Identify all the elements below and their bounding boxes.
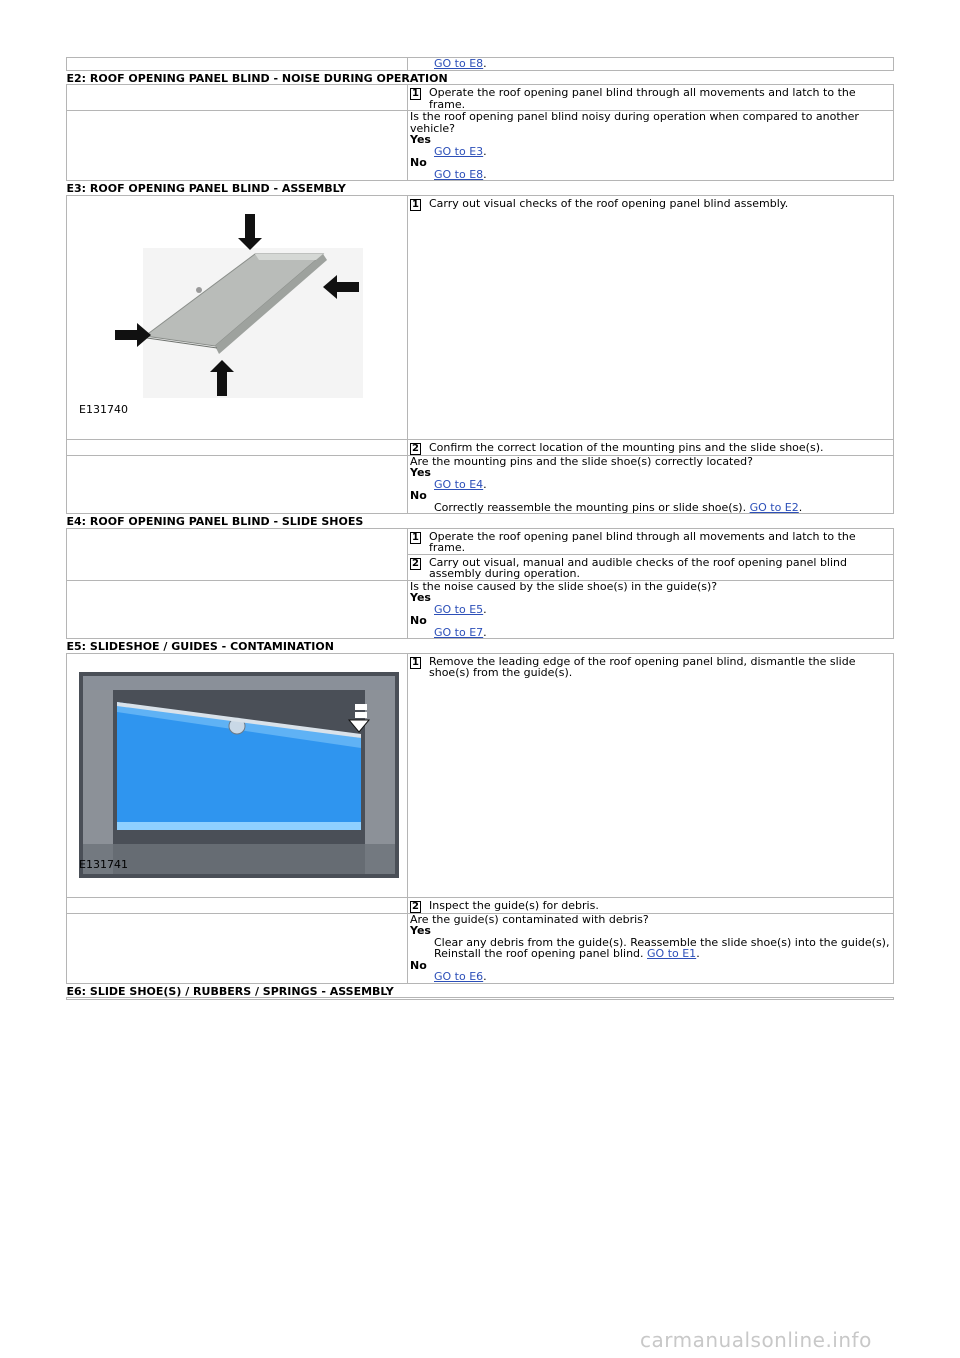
e2-step-row xyxy=(67,85,894,111)
go-to-e6-link[interactable]: GO to E6 xyxy=(434,970,484,983)
e3-step1-row xyxy=(67,195,894,439)
go-to-e5-link[interactable]: GO to E5 xyxy=(434,602,484,616)
e4-step1-row xyxy=(67,528,894,554)
e2-question: Is the roof opening panel blind noisy during operation when compared to another vehicle? xyxy=(410,110,859,135)
yes-label: Yes xyxy=(410,591,431,604)
go-to-e3-link[interactable]: GO to E3 xyxy=(434,144,484,158)
e5-question: Are the guide(s) contaminated with debris? xyxy=(410,912,649,926)
step-number-badge: 2 xyxy=(410,558,421,570)
go-to-e8-link[interactable]: GO to E8 xyxy=(434,167,484,181)
section-header-e4: E4: ROOF OPENING PANEL BLIND - SLIDE SHOES xyxy=(67,514,894,529)
go-to-e2-link[interactable]: GO to E2 xyxy=(749,500,799,514)
step-number-badge: 1 xyxy=(410,199,421,211)
go-to-e4-link[interactable]: GO to E4 xyxy=(434,477,484,491)
step-number-badge: 2 xyxy=(410,901,421,913)
e2-question-row: Is the roof opening panel blind noisy during operation when compared to another vehicle? Yes GO to E3. No GO to E8. xyxy=(67,111,894,181)
go-to-e1-link[interactable]: GO to E1 xyxy=(647,947,697,960)
e3-step2-row xyxy=(67,439,894,455)
go-to-e7-link[interactable]: GO to E7 xyxy=(434,625,484,639)
e5-step1-text: Remove the leading edge of the roof opening panel blind, dismantle the slide shoe(s) from the guide(s). xyxy=(429,654,856,679)
arrow-top-icon xyxy=(238,214,262,250)
e2-step1-text: Operate the roof opening panel blind through all movements and latch to the frame. xyxy=(429,86,856,111)
top-row: GO to E8. xyxy=(67,58,894,71)
e3-step1-text: Carry out visual checks of the roof opening panel blind assembly. xyxy=(429,196,789,210)
e5-step1-row xyxy=(67,653,894,897)
e4-question: Is the noise caused by the slide shoe(s) in the guide(s)? xyxy=(410,579,718,593)
step-number-badge: 1 xyxy=(410,657,421,669)
section-header-e3: E3: ROOF OPENING PANEL BLIND - ASSEMBLY xyxy=(67,181,894,196)
step-number-badge: 1 xyxy=(410,88,421,100)
procedure-table xyxy=(66,57,894,1000)
step-number-badge: 2 xyxy=(410,443,421,455)
yes-label: Yes xyxy=(410,133,431,146)
e5-yes-text: Clear any debris from the guide(s). Reassemble the slide shoe(s) into the guide(s), Reinstall the roof opening panel blind. xyxy=(434,935,890,960)
no-label: No xyxy=(410,156,427,169)
section-header-e5: E5: SLIDESHOE / GUIDES - CONTAMINATION xyxy=(67,639,894,654)
e3-question: Are the mounting pins and the slide shoe(s) correctly located? xyxy=(410,454,753,468)
site-watermark: carmanualsonline.info xyxy=(640,1328,872,1352)
e4-question-row: Is the noise caused by the slide shoe(s) in the guide(s)? Yes GO to E5. No GO to E7. xyxy=(67,580,894,639)
figure-label-e131740: E131740 xyxy=(79,402,128,416)
no-label: No xyxy=(410,958,427,972)
section-header-e2: E2: ROOF OPENING PANEL BLIND - NOISE DURING OPERATION xyxy=(67,70,894,85)
section-header-e6: E6: SLIDE SHOE(S) / RUBBERS / SPRINGS - ASSEMBLY xyxy=(67,983,894,998)
e4-step2-text: Carry out visual, manual and audible checks of the roof opening panel blind assembly during operation. xyxy=(429,555,847,580)
e3-no-text: Correctly reassemble the mounting pins or slide shoe(s). xyxy=(434,500,747,514)
roof-blind-illustration xyxy=(69,196,405,436)
figure-e131740 xyxy=(69,196,407,436)
figure-label-e131741: E131741 xyxy=(79,857,128,871)
go-to-e8-link-top[interactable]: GO to E8 xyxy=(434,57,484,70)
yes-label: Yes xyxy=(410,924,431,937)
figure-e131741 xyxy=(69,654,407,894)
e3-step2-text: Confirm the correct location of the mounting pins and the slide shoe(s). xyxy=(429,440,824,454)
e5-step2-row xyxy=(67,897,894,913)
yes-label: Yes xyxy=(410,466,431,479)
no-label: No xyxy=(410,489,427,502)
e5-step2-text: Inspect the guide(s) for debris. xyxy=(429,898,599,912)
step-number-badge: 1 xyxy=(410,532,421,544)
e5-question-row: Are the guide(s) contaminated with debris? Yes Clear any debris from the guide(s). Reassemble the slide shoe(s) into the guide(s), Reinstall the roof opening panel blind. GO to E1. No GO to E6. xyxy=(67,913,894,983)
e4-step1-text: Operate the roof opening panel blind through all movements and latch to the frame. xyxy=(429,529,856,554)
e3-question-row: Are the mounting pins and the slide shoe(s) correctly located? Yes GO to E4. No Correctly reassemble the mounting pins or slide shoe(s). GO to E2. xyxy=(67,455,894,514)
no-label: No xyxy=(410,614,427,627)
